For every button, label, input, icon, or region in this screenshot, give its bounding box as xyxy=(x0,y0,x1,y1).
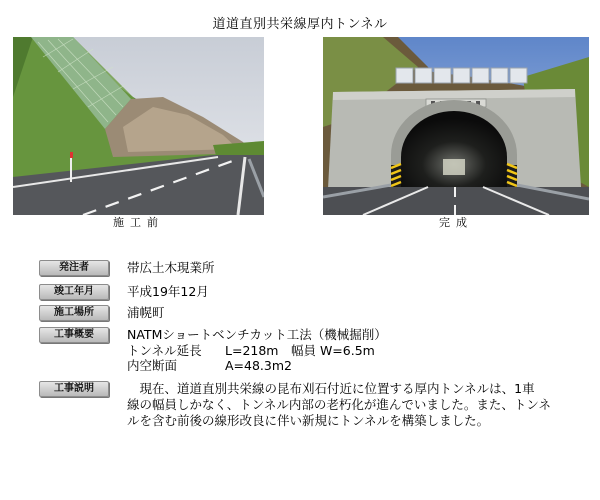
location-label: 施工場所 xyxy=(39,305,109,321)
page-title: 道道直別共栄線厚内トンネル xyxy=(212,17,388,32)
overview-row xyxy=(39,327,387,374)
overview-label: 工事概要 xyxy=(39,327,109,343)
completion-value: 平成19年12月 xyxy=(127,284,209,299)
description-line: ルを含む前後の線形改良に伴い新規にトンネルを構築しました。 xyxy=(127,413,490,428)
location-value: 浦幌町 xyxy=(127,305,165,320)
section-label: 内空断面 xyxy=(127,358,178,373)
description-text xyxy=(127,381,557,429)
section-line xyxy=(127,358,387,374)
location-row xyxy=(39,305,165,321)
tunnel-length-value: L=218m 幅員 W=6.5m xyxy=(225,342,375,358)
before-construction-photo xyxy=(13,37,264,215)
overview-method: NATMショートベンチカット工法（機械掘削） xyxy=(127,327,387,342)
tunnel-length-line xyxy=(127,343,387,359)
section-value: A=48.3m2 xyxy=(225,358,292,373)
description-line: 線の幅員しかなく、トンネル内部の老朽化が進んでいました。また、トンネ xyxy=(127,397,552,412)
after-photo-illustration xyxy=(323,37,589,215)
description-label: 工事説明 xyxy=(39,381,109,397)
description-line: 現在、道道直別共栄線の昆布刈石付近に位置する厚内トンネルは、1車 xyxy=(127,381,535,396)
client-row xyxy=(39,260,215,276)
description-row xyxy=(39,381,557,429)
overview-value xyxy=(127,327,387,374)
before-photo-illustration xyxy=(13,37,264,215)
tunnel-length-label: トンネル延長 xyxy=(127,342,202,358)
before-caption: 施工前 xyxy=(113,216,164,229)
client-value: 帯広土木現業所 xyxy=(127,260,215,275)
completed-tunnel-photo xyxy=(323,37,589,215)
completion-label: 竣工年月 xyxy=(39,284,109,300)
client-label: 発注者 xyxy=(39,260,109,276)
after-caption: 完成 xyxy=(439,216,473,229)
completion-row xyxy=(39,284,209,300)
